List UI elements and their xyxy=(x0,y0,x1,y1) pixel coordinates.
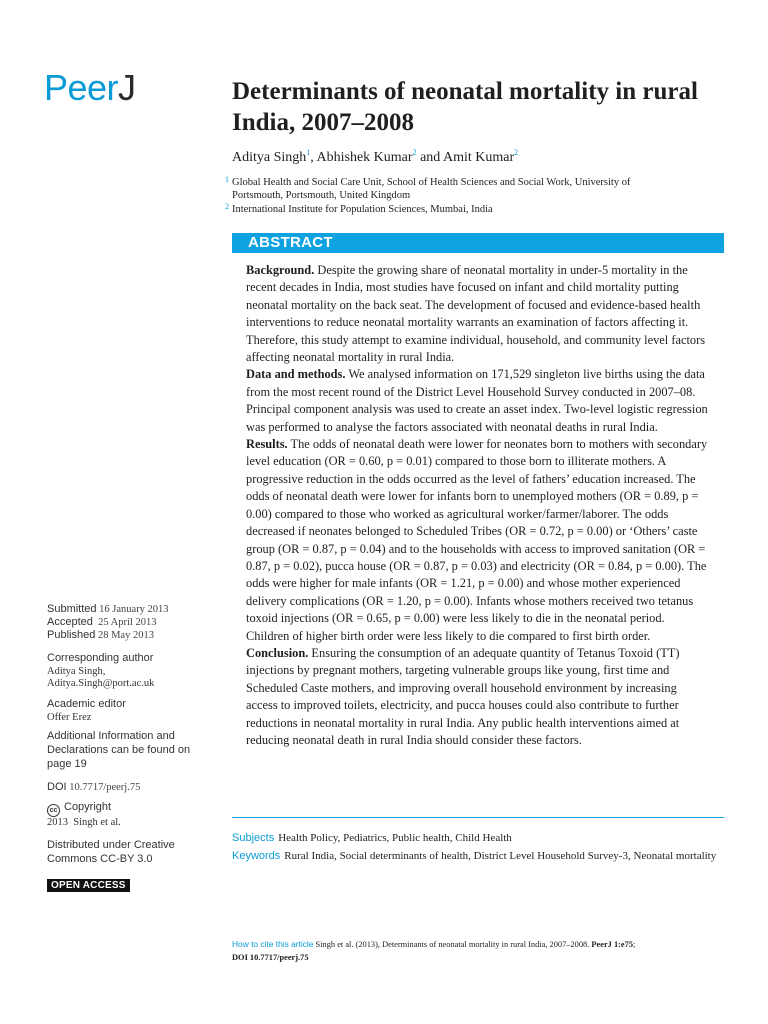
methods-label: Data and methods. xyxy=(246,367,346,382)
copyright-line xyxy=(47,800,111,817)
methods-text: We analysed information on 171,529 singleton live births using the data from the most recent round of the District Level Household Survey conducted in 2007–08. Principal component analysis was used to create an asset index. Two-level logistic regression was performed to analyse the factors associated with neonatal deaths in rural India. xyxy=(246,367,708,434)
affiliation-text: Global Health and Social Care Unit, School of Health Sciences and Social Work, University of xyxy=(232,177,631,188)
cite-label: How to cite this article xyxy=(232,939,314,949)
author-separator: , xyxy=(310,150,317,165)
conclusion-text: Ensuring the consumption of an adequate quantity of Tetanus Toxoid (TT) injections by pregnant mothers, targeting vulnerable groups like young, first time and Scheduled Caste mothers, and improving overall household environment by increasing access to improved toilets, electricity, and pucca houses could also contribute to further reductions in neonatal mortality in rural India. Any public health interventions aimed at reducing neonatal death in rural India should consider these factors. xyxy=(246,645,680,747)
abstract-results xyxy=(246,436,708,645)
author-separator: and xyxy=(416,150,444,165)
conclusion-label: Conclusion. xyxy=(246,645,309,660)
affiliation-number: 2 xyxy=(225,202,229,211)
subjects-label: Subjects xyxy=(232,832,275,844)
open-access-badge: OPEN ACCESS xyxy=(47,879,130,892)
accepted-label: Accepted xyxy=(47,616,93,628)
abstract-conclusion xyxy=(246,645,708,749)
abstract-divider xyxy=(232,817,724,818)
accepted-date: 25 April 2013 xyxy=(98,617,157,628)
cite-doi[interactable]: DOI 10.7717/peerj.75 xyxy=(232,953,309,962)
abstract-methods xyxy=(246,366,708,436)
submitted-date: 16 January 2013 xyxy=(99,604,169,615)
how-to-cite xyxy=(232,938,732,964)
academic-editor-name: Offer Erez xyxy=(47,712,92,723)
publication-dates xyxy=(47,603,169,642)
published-date: 28 May 2013 xyxy=(97,630,154,641)
results-text: The odds of neonatal death were lower for neonates born to mothers with secondary level education (OR = 0.60, p = 0.01) compared to those born to illiterate mothers. A progressive reduction in the odds occurred as the level of fathers’ education increased. The odds of neonatal death were lower for infants born to unemployed mothers (OR = 0.89, p = 0.00) compared to those who worked as agricultural worker/farmer/laborer. The odds decreased if neonates belonged to Scheduled Tribes (OR = 0.72, p = 0.00) or ‘Others’ caste group (OR = 0.87, p = 0.04) and to the households with access to improved sanitation (OR = 0.87, p = 0.02), pucca house (OR = 0.87, p = 0.03) and electricity (OR = 0.84, p = 0.00). The odds were higher for male infants (OR = 1.21, p = 0.00) and whose mother experienced delivery complications (OR = 1.20, p = 0.00). Infants whose mothers received two tetanus toxoid injections (OR = 0.65, p = 0.00) were less likely to die in the neonatal period. Children of higher birth order were less likely to die compared to first birth order. xyxy=(246,437,708,643)
corresponding-author-label: Corresponding author xyxy=(47,652,154,664)
author-affiliation-mark: 2 xyxy=(412,148,417,157)
cite-after-journal: ; xyxy=(633,940,636,949)
keywords-value: Rural India, Social determinants of health, District Level Household Survey-3, Neonatal mortality xyxy=(284,850,717,862)
published-label: Published xyxy=(47,629,96,641)
academic-editor-label: Academic editor xyxy=(47,698,126,710)
doi-line xyxy=(47,781,140,794)
article-title: Determinants of neonatal mortality in rural India, 2007–2008 xyxy=(232,78,698,136)
corresponding-author-email[interactable]: Aditya.Singh@port.ac.uk xyxy=(47,678,155,689)
background-text: Despite the growing share of neonatal mortality in under-5 mortality in the recent decades in India, most studies have focused on infant and child mortality putting neonatal mortality on the back seat. The development of focused and evidence-based health interventions to reduce neonatal mortality warrants an examination of factors affecting it. Therefore, this study attempt to examine individual, household, and community level factors affecting neonatal mortality in rural India. xyxy=(246,263,706,365)
license-note[interactable]: Distributed under Creative Commons CC-BY 3.0 xyxy=(47,839,175,865)
logo-j: J xyxy=(118,67,136,108)
subjects-line xyxy=(232,831,722,846)
copyright-holder: 2013 Singh et al. xyxy=(47,817,121,828)
affiliation-text: International Institute for Population Sciences, Mumbai, India xyxy=(232,204,493,215)
keywords-line xyxy=(232,848,722,864)
copyright-label: Copyright xyxy=(64,801,112,813)
abstract-heading: ABSTRACT xyxy=(248,234,333,251)
affiliation-number: 1 xyxy=(225,175,229,184)
author-name[interactable]: Amit Kumar xyxy=(443,150,515,165)
additional-info-note[interactable]: Additional Information and Declarations can be found on page 19 xyxy=(47,730,191,770)
corresponding-author-name: Aditya Singh, xyxy=(47,666,106,677)
abstract-header-bar xyxy=(232,233,724,253)
affiliation-text-cont: Portsmouth, Portsmouth, United Kingdom xyxy=(232,190,411,201)
author-affiliation-mark: 1 xyxy=(306,148,311,157)
abstract-background xyxy=(246,262,708,366)
author-affiliation-mark: 2 xyxy=(514,148,519,157)
abstract-body xyxy=(246,262,708,749)
peerj-logo xyxy=(44,67,136,108)
affiliation xyxy=(225,200,665,216)
doi-link[interactable]: 10.7717/peerj.75 xyxy=(69,782,141,793)
background-label: Background. xyxy=(246,263,315,277)
affiliation xyxy=(225,173,665,202)
submitted-label: Submitted xyxy=(47,603,97,615)
results-label: Results. xyxy=(246,437,288,452)
author-name[interactable]: Abhishek Kumar xyxy=(316,150,413,165)
creative-commons-icon: cc xyxy=(47,804,60,817)
subjects-value[interactable]: Health Policy, Pediatrics, Public health, Child Health xyxy=(278,832,512,844)
author-name[interactable]: Aditya Singh xyxy=(232,150,307,165)
logo-peer: Peer xyxy=(44,67,119,108)
cite-text: Singh et al. (2013), Determinants of neonatal mortality in rural India, 2007–2008. xyxy=(313,940,592,949)
author-list xyxy=(232,149,732,167)
keywords-label: Keywords xyxy=(232,850,281,862)
doi-label: DOI xyxy=(47,781,67,793)
cite-journal: PeerJ 1:e75 xyxy=(591,940,634,949)
